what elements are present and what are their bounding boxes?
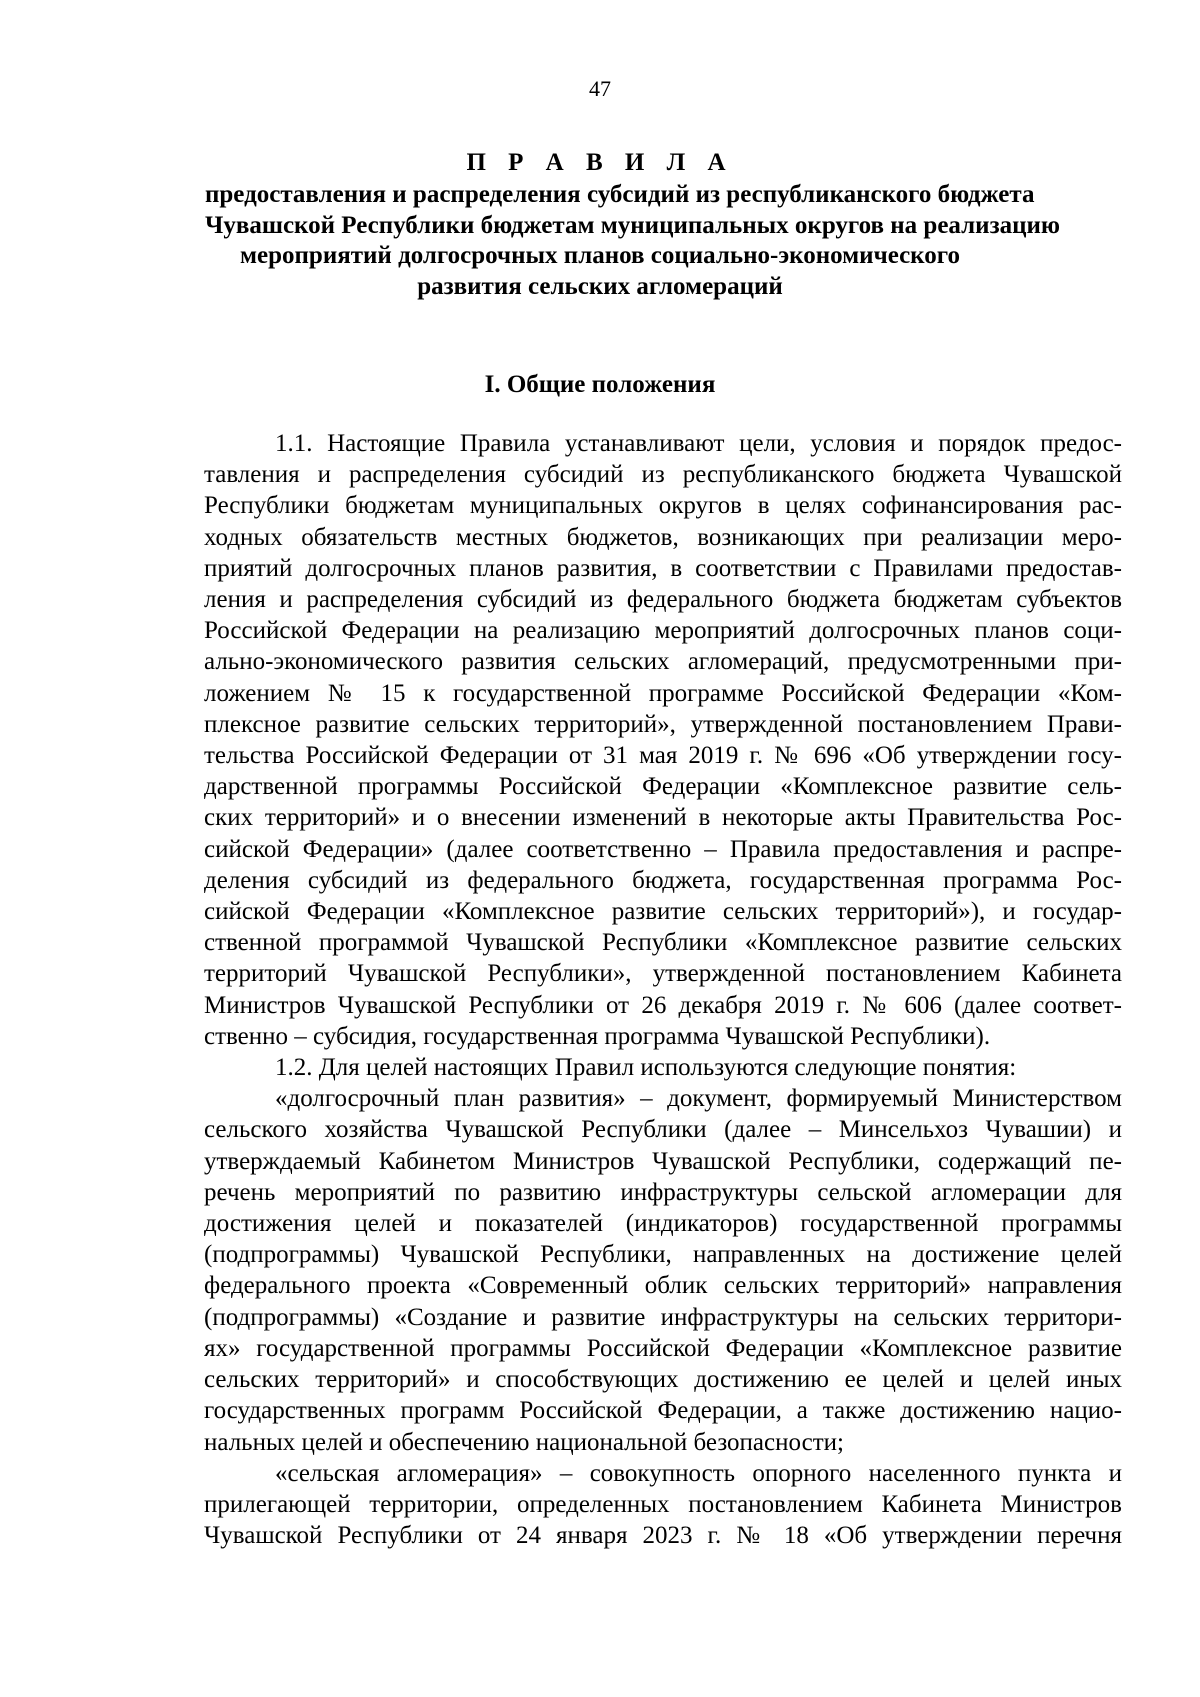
- text-line: территорий Чувашской Республики», утвержденной постановлением Кабинета: [204, 960, 1122, 988]
- text-line: плексное развитие сельских территорий», утвержденной постановлением Прави-: [204, 710, 1122, 738]
- text-line: тельства Российской Федерации от 31 мая 2019 г. № 696 «Об утверждении госу-: [204, 742, 1122, 770]
- section-heading: I. Общие положения: [484, 371, 716, 398]
- text-line: сийской Федерации» (далее соответственно – Правила предоставления и распре-: [204, 835, 1122, 863]
- body-text: [204, 428, 1122, 1551]
- text-line: Министров Чувашской Республики от 26 декабря 2019 г. № 606 (далее соответ-: [204, 991, 1122, 1019]
- text-line: ственной программой Чувашской Республики «Комплексное развитие сельских: [204, 929, 1122, 957]
- page-number: 47: [589, 76, 611, 101]
- text-line: приятий долгосрочных планов развития, в соответствии с Правилами предостав-: [204, 554, 1122, 582]
- subtitle-line: предоставления и распределения субсидий из республиканского бюджета: [205, 181, 1035, 208]
- paragraph: [204, 1458, 1122, 1552]
- paragraph: [204, 428, 1122, 1052]
- text-line: ходных обязательств местных бюджетов, возникающих при реализации меро-: [204, 523, 1122, 551]
- document-title: П Р А В И Л А: [466, 149, 734, 176]
- text-line: Республики бюджетам муниципальных округов в целях софинансирования рас-: [204, 492, 1122, 520]
- paragraph: [204, 1083, 1122, 1457]
- text-line: «сельская агломерация» – совокупность опорного населенного пункта и: [275, 1459, 1122, 1487]
- text-line: нальных целей и обеспечению национальной безопасности;: [204, 1428, 844, 1456]
- text-line: государственных программ Российской Федерации, а также достижению нацио-: [204, 1397, 1122, 1425]
- subtitle-line: развития сельских агломераций: [417, 272, 783, 300]
- text-line: ально-экономического развития сельских агломераций, предусмотренными при-: [204, 648, 1122, 676]
- text-line: речень мероприятий по развитию инфраструктуры сельской агломерации для: [204, 1178, 1122, 1206]
- text-line: прилегающей территории, определенных постановлением Кабинета Министров: [204, 1490, 1122, 1518]
- text-line: ских территорий» и о внесении изменений в некоторые акты Правительства Рос-: [204, 804, 1122, 832]
- text-line: утверждаемый Кабинетом Министров Чувашской Республики, содержащий пе-: [204, 1147, 1122, 1175]
- text-line: ях» государственной программы Российской Федерации «Комплексное развитие: [204, 1334, 1122, 1362]
- document-subtitle: [205, 180, 1061, 302]
- text-line: достижения целей и показателей (индикаторов) государственной программы: [204, 1210, 1122, 1238]
- text-line: Российской Федерации на реализацию мероприятий долгосрочных планов соци-: [204, 617, 1122, 645]
- text-line: федерального проекта «Современный облик сельских территорий» направления: [204, 1272, 1122, 1300]
- text-line: (подпрограммы) Чувашской Республики, направленных на достижение целей: [204, 1241, 1122, 1269]
- text-line: сийской Федерации «Комплексное развитие сельских территорий»), и государ-: [204, 898, 1122, 926]
- text-line: тавления и распределения субсидий из республиканского бюджета Чувашской: [204, 461, 1122, 489]
- text-line: «долгосрочный план развития» – документ, формируемый Министерством: [275, 1085, 1122, 1113]
- text-line: ления и распределения субсидий из федерального бюджета бюджетам субъектов: [204, 586, 1122, 614]
- subtitle-line: Чувашской Республики бюджетам муниципальных округов на реализацию: [205, 211, 1061, 239]
- text-line: (подпрограммы) «Создание и развитие инфраструктуры на сельских территори-: [204, 1303, 1122, 1331]
- subtitle-line: мероприятий долгосрочных планов социально-экономического: [239, 242, 960, 269]
- text-line: ложением № 15 к государственной программе Российской Федерации «Ком-: [204, 679, 1122, 707]
- text-line: 1.2. Для целей настоящих Правил используются следующие понятия:: [275, 1054, 1017, 1082]
- text-line: ственно – субсидия, государственная программа Чувашской Республики).: [204, 1022, 991, 1050]
- text-line: 1.1. Настоящие Правила устанавливают цели, условия и порядок предос-: [275, 430, 1122, 457]
- text-line: деления субсидий из федерального бюджета, государственная программа Рос-: [204, 866, 1122, 894]
- text-line: сельского хозяйства Чувашской Республики (далее – Минсельхоз Чувашии) и: [204, 1116, 1122, 1144]
- text-line: дарственной программы Российской Федерации «Комплексное развитие сель-: [204, 773, 1122, 801]
- paragraph: [204, 1052, 1122, 1083]
- text-line: Чувашской Республики от 24 января 2023 г. № 18 «Об утверждении перечня: [204, 1522, 1122, 1550]
- text-line: сельских территорий» и способствующих достижению ее целей и целей иных: [204, 1366, 1122, 1394]
